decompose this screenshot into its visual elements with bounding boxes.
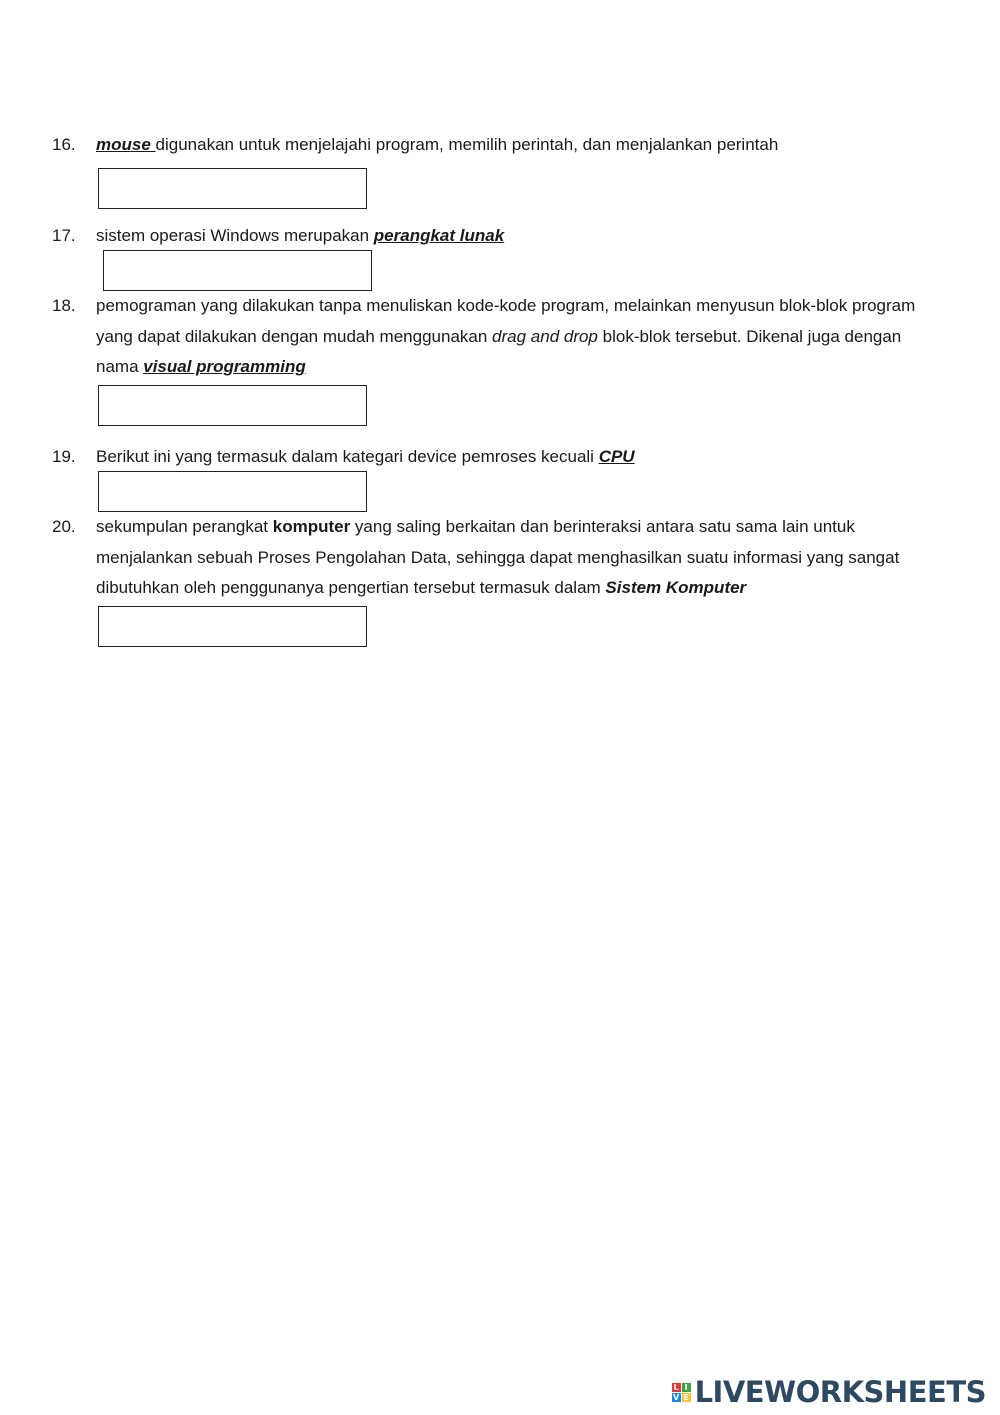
logo-letter: I (682, 1383, 691, 1392)
question-body: pemograman yang dilakukan tanpa menuliskan kode-kode program, melainkan menyusun blok-blok program yang dapat dilakukan dengan mudah menggunakan (96, 296, 916, 346)
question-body: sistem operasi Windows merupakan (96, 226, 374, 245)
question-number: 17. (52, 226, 76, 245)
question-number: 20. (52, 517, 76, 536)
question-number: 19. (52, 447, 76, 466)
answer-box-19[interactable] (98, 471, 367, 512)
answer-keyword: perangkat lunak (373, 226, 505, 245)
logo-icon (672, 1383, 691, 1402)
question-number: 16. (52, 135, 76, 154)
answer-box-20[interactable] (98, 606, 367, 647)
question-number: 18. (52, 296, 76, 315)
liveworksheets-logo (672, 1374, 986, 1410)
question-body-cont: blok-blok tersebut. Dikenal juga dengan nama (96, 326, 902, 376)
answer-box-18[interactable] (98, 385, 367, 426)
answer-keyword: Sistem Komputer (605, 578, 747, 597)
answer-box-16[interactable] (98, 168, 367, 209)
question-text (96, 130, 941, 161)
question-body: digunakan untuk menjelajahi program, memilih perintah, dan menjalankan perintah (155, 135, 779, 154)
logo-letter: L (673, 1382, 679, 1392)
answer-keyword: CPU (598, 447, 635, 466)
question-text (96, 221, 941, 252)
question-body: Berikut ini yang termasuk dalam kategari device pemroses kecuali (96, 447, 599, 466)
italic-phrase: drag and drop (492, 326, 598, 346)
question-body-cont: yang saling berkaitan dan berinteraksi antara satu sama lain untuk menjalankan sebuah Proses Pengolahan Data, sehingga dapat menghasilkan suatu informasi yang sangat dibutuhkan oleh penggunanya pengertian tersebut termasuk dalam (96, 517, 900, 597)
answer-keyword: visual programming (143, 357, 306, 376)
answer-box-17[interactable] (103, 250, 372, 291)
logo-letter: E (683, 1392, 689, 1402)
answer-keyword: mouse (96, 135, 156, 154)
question-body: sekumpulan perangkat (96, 517, 273, 536)
question-text (96, 442, 941, 473)
question-text (96, 291, 941, 383)
question-text (96, 512, 941, 604)
bold-word: komputer (272, 517, 351, 536)
logo-letter: V (672, 1392, 680, 1402)
logo-text: LIVEWORKSHEETS (694, 1375, 986, 1409)
